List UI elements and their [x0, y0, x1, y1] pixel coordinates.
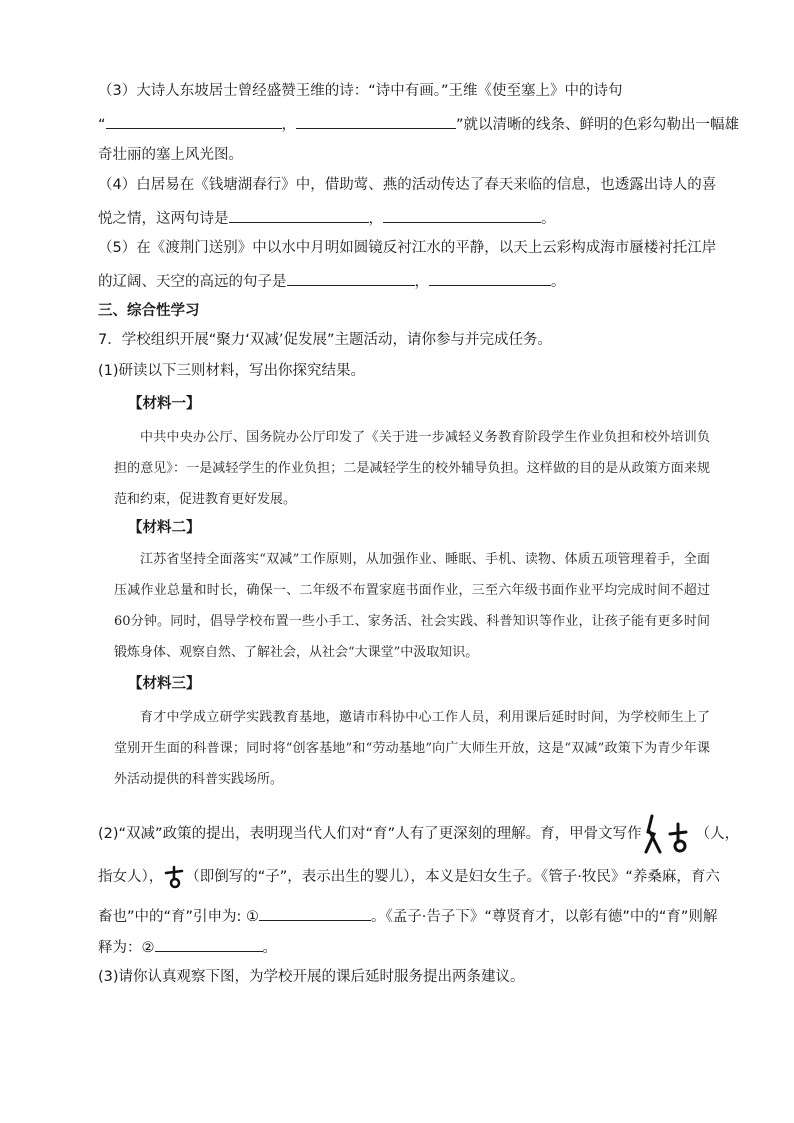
material-text: 中共中央办公厅、国务院办公厅印发了《关于进一步减轻义务教育阶段学生作业负担和校外培训负担的意见》：一是减轻学生的作业负担；二是减轻学生的校外辅导负担。这样做的目的是从政策方面来规范和约束，促进教育更好发展。 — [114, 430, 710, 507]
q6-part4-line1: （4）白居易在《钱塘湖春行》中，借助莺、燕的活动传达了春天来临的信息，也透露出诗人的喜 — [98, 177, 717, 193]
q6-part3-line3: 奇壮丽的塞上风光图。 — [98, 147, 243, 163]
q6-part3-line1: （3）大诗人东坡居士曾经盛赞王维的诗：“诗中有画。”王维《使至塞上》中的诗句 — [98, 83, 623, 99]
q7-stem: 7．学校组织开展“聚力‘双减’促发展”主题活动，请你参与并完成任务。 — [98, 332, 552, 348]
material-text: 江苏省坚持全面落实“双减”工作原则，从加强作业、睡眠、手机、读物、体质五项管理着手，全面压减作业总量和时长，确保一、二年级不布置家庭书面作业，三至六年级书面作业平均完成时间不超过60分钟。同时，倡导学校布置一些小手工、家务活、社会实践、科普知识等作业，让孩子能有更多时间锻炼身体、观察自然、了解社会，从社会“大课堂”中汲取知识。 — [114, 552, 710, 660]
material-title: 【材料三】 — [128, 676, 201, 692]
q7-sub2-line4: 释为：② 。 — [98, 934, 710, 960]
q7-sub1: (1)研读以下三则材料，写出你探究结果。 — [98, 363, 366, 379]
answer-blank[interactable] — [259, 903, 371, 921]
answer-blank[interactable] — [296, 111, 456, 129]
answer-blank[interactable] — [229, 205, 369, 223]
q6-part5-line1: （5）在《渡荆门送别》中以水中月明如圆镜反衬江水的平静，以天上云彩构成海市蜃楼衬托江岸 — [98, 240, 717, 256]
answer-blank[interactable] — [106, 111, 282, 129]
q6-part5-line2: 的辽阔、天空的高远的句子是 ， 。 — [98, 268, 710, 294]
material-title: 【材料一】 — [128, 396, 201, 412]
answer-blank[interactable] — [287, 268, 415, 286]
oracle-bone-yu-icon — [642, 812, 696, 856]
q6-part4-line2: 悦之情，这两句诗是 ， 。 — [98, 205, 710, 231]
q6-part3-line2: “ ， ”就以清晰的线条、鲜明的色彩勾勒出一幅雄 — [98, 111, 710, 137]
q7-sub2-line2: 指女人）， （即倒写的“子”，表示出生的婴儿），本义是妇女生子。《管子·牧民》“养桑麻，育六 — [98, 863, 710, 891]
oracle-bone-inverted-zi-icon — [163, 865, 185, 889]
answer-blank[interactable] — [429, 268, 551, 286]
material-text: 育才中学成立研学实践教育基地，邀请市科协中心工作人员，利用课后延时时间，为学校师生上了堂别开生面的科普课；同时将“创客基地”和“劳动基地”向广大师生开放，这是“双减”政策下为青少年课外活动提供的科普实践场所。 — [114, 710, 710, 787]
q7-sub3: (3)请你认真观察下图，为学校开展的课后延时服务提出两条建议。 — [98, 969, 525, 985]
section-title: 三、综合性学习 — [98, 303, 200, 319]
answer-blank[interactable] — [383, 205, 541, 223]
material-title: 【材料二】 — [128, 520, 201, 536]
q7-sub2-line3: 畜也”中的“育”引申为: ① 。《孟子·告子下》“尊贤育才，以彰有德”中的“育”则解 — [98, 903, 710, 929]
answer-blank[interactable] — [155, 934, 263, 952]
q7-sub2-line1: (2)“双减”政策的提出，表明现当代人们对“育”人有了更深刻的理解。育，甲骨文写作 （人， — [98, 812, 710, 856]
